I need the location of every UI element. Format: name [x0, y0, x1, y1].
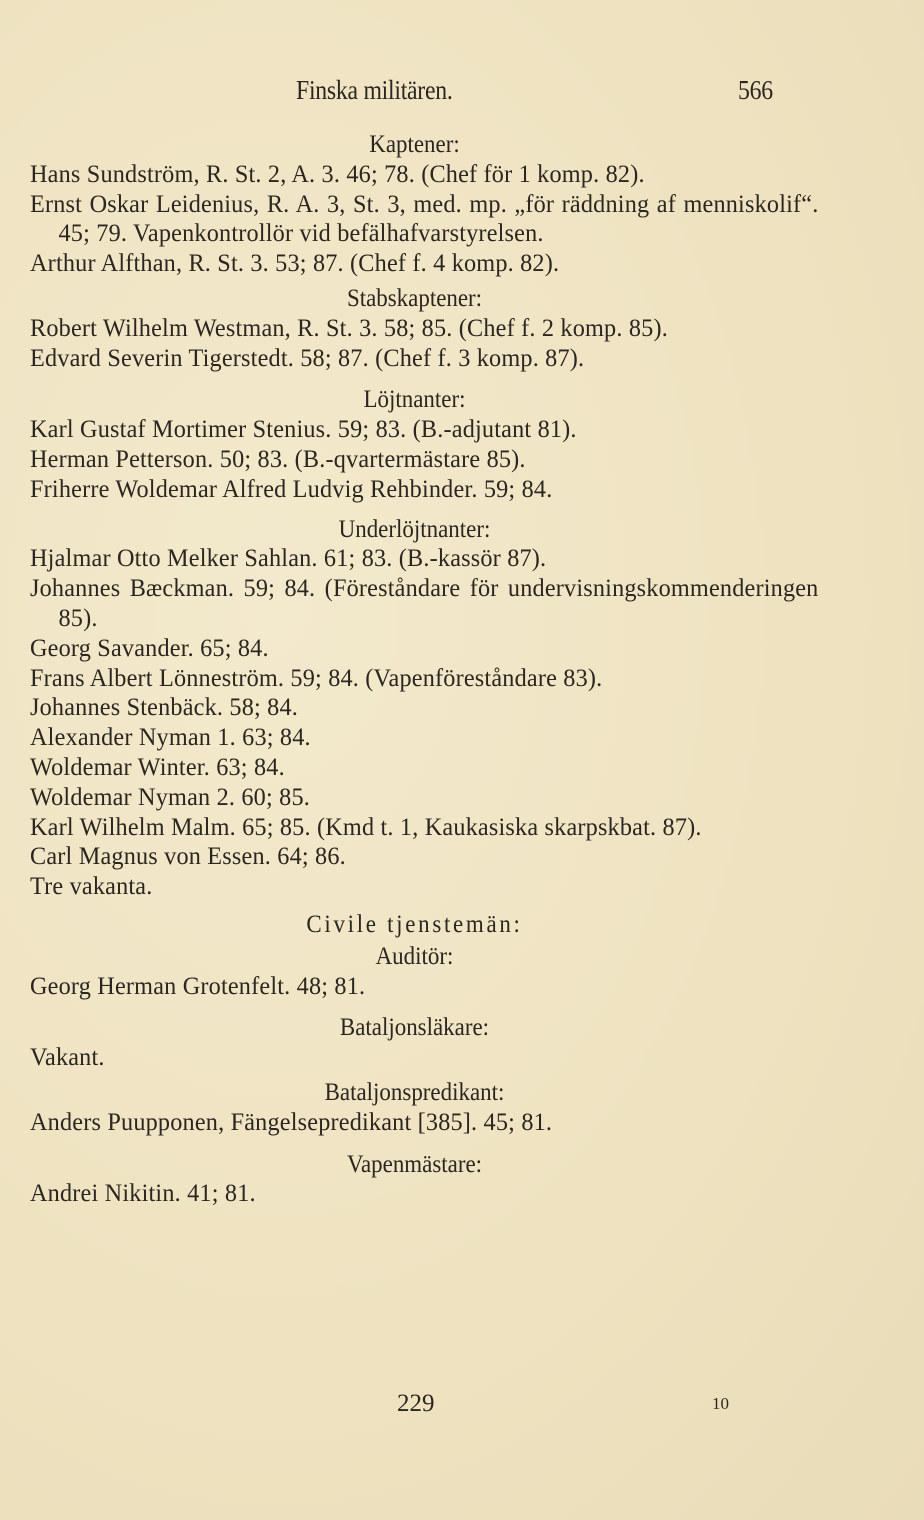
- list-entry: Karl Wilhelm Malm. 65; 85. (Kmd t. 1, Kaukasiska skarpskbat. 87).: [30, 811, 702, 841]
- list-entry: Edvard Severin Tigerstedt. 58; 87. (Chef f. 3 komp. 87).: [30, 342, 585, 372]
- list-entry: Georg Savander. 65; 84.: [30, 632, 269, 662]
- list-entry: Friherre Woldemar Alfred Ludvig Rehbinder. 59; 84.: [30, 473, 553, 503]
- list-entry: Georg Herman Grotenfelt. 48; 81.: [30, 970, 366, 1000]
- list-entry: Johannes Bæckman. 59; 84. (Föreståndare för undervisningskommenderingen 85).: [30, 573, 819, 632]
- list-entry: Woldemar Nyman 2. 60; 85.: [30, 781, 310, 811]
- list-entry: Ernst Oskar Leidenius, R. A. 3, St. 3, med. mp. „för räddning af menniskolif“. 45; 79. Vapenkontrollör vid befälhafvarstyrelsen.: [30, 188, 819, 248]
- list-entry: Robert Wilhelm Westman, R. St. 3. 58; 85. (Chef f. 2 komp. 85).: [30, 312, 668, 342]
- page-number: 566: [738, 75, 773, 105]
- document-page: [30, 75, 819, 1208]
- list-entry: Alexander Nyman 1. 63; 84.: [30, 722, 311, 752]
- section-heading-stabskaptener: Stabskaptener:: [346, 282, 483, 312]
- signature-mark: 229: [397, 1390, 435, 1417]
- section-heading-bataljonspredikant: Bataljonspredikant:: [324, 1076, 505, 1106]
- list-entry: Vakant.: [30, 1042, 105, 1072]
- section-heading-vapenmastare: Vapenmästare:: [346, 1148, 483, 1178]
- folio-number: 10: [712, 1394, 729, 1413]
- section-heading-kaptener: Kaptener:: [369, 129, 460, 158]
- section-heading-civile: Civile tjenstemän:: [306, 908, 523, 938]
- list-entry: Anders Puupponen, Fängelsepredikant [385]. 45; 81.: [30, 1106, 553, 1136]
- list-entry: Andrei Nikitin. 41; 81.: [30, 1178, 256, 1208]
- running-title: Finska militären.: [296, 75, 453, 105]
- list-entry: Tre vakanta.: [30, 871, 153, 901]
- list-entry: Frans Albert Lönneström. 59; 84. (Vapenföreståndare 83).: [30, 662, 603, 692]
- list-entry: Herman Petterson. 50; 83. (B.-qvartermästare 85).: [30, 443, 526, 473]
- list-entry: Hans Sundström, R. St. 2, A. 3. 46; 78. (Chef för 1 komp. 82).: [30, 158, 645, 188]
- section-heading-lojtnanter: Löjtnanter:: [363, 384, 466, 414]
- running-head: [30, 75, 790, 115]
- list-entry: Carl Magnus von Essen. 64; 86.: [30, 841, 346, 871]
- page-content: [30, 129, 819, 1208]
- list-entry: Woldemar Winter. 63; 84.: [30, 751, 285, 781]
- section-heading-bataljonslakare: Bataljonsläkare:: [339, 1012, 490, 1042]
- list-entry: Hjalmar Otto Melker Sahlan. 61; 83. (B.-kassör 87).: [30, 543, 547, 573]
- section-heading-underlojtnanter: Underlöjtnanter:: [338, 513, 491, 543]
- section-heading-auditor: Auditör:: [375, 940, 454, 970]
- list-entry: Arthur Alfthan, R. St. 3. 53; 87. (Chef f. 4 komp. 82).: [30, 248, 560, 278]
- list-entry: Karl Gustaf Mortimer Stenius. 59; 83. (B.-adjutant 81).: [30, 414, 577, 444]
- page-footer: [0, 1390, 924, 1430]
- list-entry: Johannes Stenbäck. 58; 84.: [30, 692, 299, 722]
